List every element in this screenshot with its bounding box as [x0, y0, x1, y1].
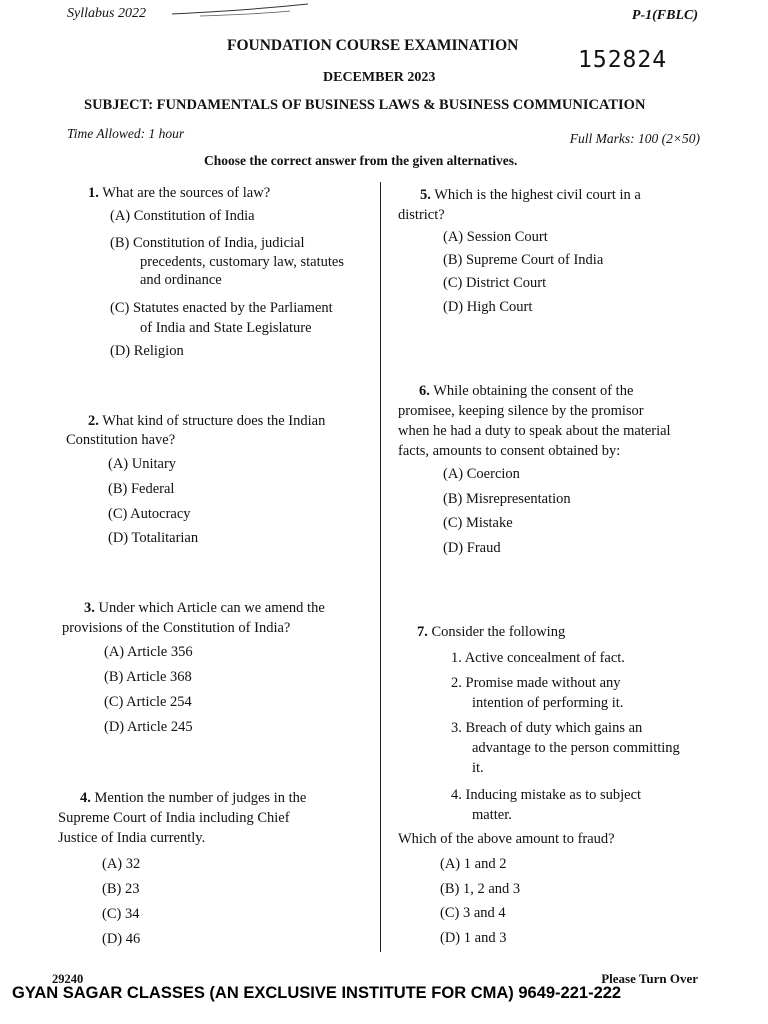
subject-title: SUBJECT: FUNDAMENTALS OF BUSINESS LAWS & BUSINESS COMMUNICATION [84, 97, 646, 113]
turn-over-note: Please Turn Over [601, 971, 698, 986]
full-marks: Full Marks: 100 (2×50) [569, 131, 700, 146]
option-b: (B) Article 368 [104, 669, 192, 685]
option-d: (D) Fraud [443, 540, 501, 556]
option-d: (D) Totalitarian [108, 530, 199, 546]
statement-2: 2. Promise made without any [451, 675, 621, 691]
time-allowed: Time Allowed: 1 hour [67, 126, 185, 141]
question-3-line2: provisions of the Constitution of India? [62, 620, 291, 636]
option-b: (B) Supreme Court of India [443, 252, 604, 268]
watermark-banner: GYAN SAGAR CLASSES (AN EXCLUSIVE INSTITUTE FOR CMA) 9649-221-222 [12, 984, 622, 1002]
question-text: Consider the following [431, 624, 566, 640]
statement-4: 4. Inducing mistake as to subject [451, 787, 642, 803]
statement-3-line3: it. [472, 760, 484, 776]
question-7-stem: Which of the above amount to fraud? [398, 831, 615, 847]
option-c: (C) Article 254 [104, 694, 192, 710]
page-code: 29240 [52, 972, 84, 986]
option-c: (C) Statutes enacted by the Parliament [110, 300, 333, 316]
exam-title: FOUNDATION COURSE EXAMINATION [227, 37, 519, 54]
question-6-line3: when he had a duty to speak about the material [398, 423, 671, 439]
statement-3: 3. Breach of duty which gains an [451, 720, 643, 736]
question-4-line3: Justice of India currently. [58, 830, 206, 846]
question-2 [88, 411, 325, 431]
question-text: Mention the number of judges in the [94, 790, 307, 806]
option-a: (A) Unitary [108, 456, 177, 472]
statement-1: 1. Active concealment of fact. [451, 650, 625, 666]
question-text: Which is the highest civil court in a [434, 187, 641, 203]
option-b: (B) 1, 2 and 3 [440, 881, 521, 897]
option-b: (B) Federal [108, 481, 175, 497]
question-number: 6. [419, 383, 430, 399]
statement-2-line2: intention of performing it. [472, 695, 624, 711]
pen-underline-mark [170, 2, 310, 18]
question-number: 4. [80, 790, 91, 806]
option-a: (A) Article 356 [104, 644, 193, 660]
option-a: (A) 1 and 2 [440, 856, 507, 872]
option-c: (C) 3 and 4 [440, 905, 506, 921]
question-number: 2. [88, 413, 99, 429]
option-a: (A) 32 [102, 856, 141, 872]
question-5-line2: district? [398, 207, 445, 223]
question-7 [417, 622, 565, 642]
question-2-line2: Constitution have? [66, 432, 176, 448]
option-d: (D) 46 [102, 931, 141, 947]
option-b: (B) 23 [102, 881, 140, 897]
question-number: 5. [420, 187, 431, 203]
question-number: 7. [417, 624, 428, 640]
statement-3-line2: advantage to the person committing [472, 740, 680, 756]
option-d: (D) Article 245 [104, 719, 193, 735]
option-d: (D) Religion [110, 343, 184, 359]
question-6-line4: facts, amounts to consent obtained by: [398, 443, 621, 459]
question-number: 3. [84, 600, 95, 616]
option-a: (A) Session Court [443, 229, 548, 245]
question-6 [419, 381, 633, 401]
option-c: (C) District Court [443, 275, 547, 291]
option-c: (C) Autocracy [108, 506, 191, 522]
instruction: Choose the correct answer from the given alternatives. [204, 153, 518, 168]
question-number: 1. [88, 185, 99, 201]
question-3 [84, 598, 325, 618]
option-a: (A) Coercion [443, 466, 520, 482]
paper-code: P-1(FBLC) [631, 8, 698, 23]
question-text: What are the sources of law? [102, 185, 271, 201]
serial-number: 152824 [578, 47, 668, 73]
option-b: (B) Constitution of India, judicial [110, 235, 305, 251]
option-a: (A) Constitution of India [110, 208, 255, 224]
statement-4-line2: matter. [472, 807, 512, 823]
question-5 [420, 185, 641, 205]
option-d: (D) 1 and 3 [440, 930, 507, 946]
column-divider [380, 182, 381, 952]
question-text: What kind of structure does the Indian [102, 413, 326, 429]
question-6-line2: promisee, keeping silence by the promisor [398, 403, 644, 419]
option-c: (C) 34 [102, 906, 140, 922]
option-b-line2: precedents, customary law, statutes [140, 254, 345, 270]
option-b-line3: and ordinance [140, 272, 222, 288]
question-text: While obtaining the consent of the [433, 383, 634, 399]
exam-date: DECEMBER 2023 [323, 70, 436, 85]
option-d: (D) High Court [443, 299, 533, 315]
question-4-line2: Supreme Court of India including Chief [58, 810, 290, 826]
option-c: (C) Mistake [443, 515, 513, 531]
question-text: Under which Article can we amend the [98, 600, 325, 616]
question-1 [88, 183, 270, 203]
option-b: (B) Misrepresentation [443, 491, 571, 507]
question-4 [80, 788, 306, 808]
syllabus-label: Syllabus 2022 [67, 6, 146, 21]
option-c-line2: of India and State Legislature [140, 320, 312, 336]
